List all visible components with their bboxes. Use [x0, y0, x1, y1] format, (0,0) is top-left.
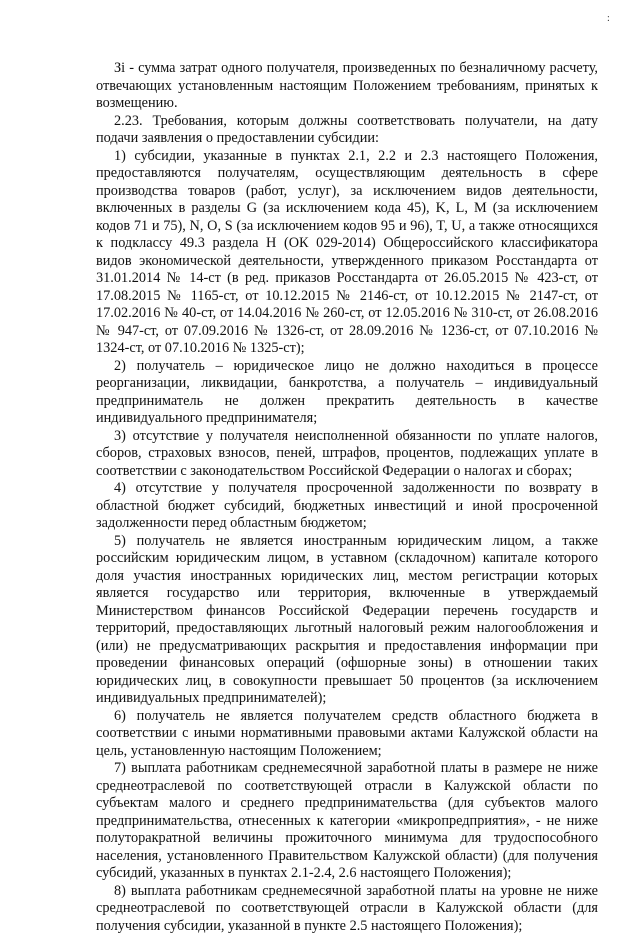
paragraph-item-5: 5) получатель не является иностранным юридическим лицом, а также российским юридическим лицом, в уставном (складочном) капитале которого доля участия иностранных юридических лиц, местом регистрации которых является государство или территория, включенные в утверждаемый Министерством финансов Российской Федерации перечень государств и территорий, предоставляющих льготный налоговый режим налогообложения и (или) не предусматривающих раскрытия и предоставления информации при проведении финансовых операций (офшорные зоны) в отношении таких юридических лиц, в совокупности превышает 50 процентов (за исключением индивидуальных предпринимателей); — [96, 533, 598, 708]
paragraph-zi-definition: Зi - сумма затрат одного получателя, произведенных по безналичному расчету, отвечающих установленным настоящим Положением требованиям, принятых к возмещению. — [96, 60, 598, 113]
document-page — [96, 60, 598, 935]
paragraph-item-7: 7) выплата работникам среднемесячной заработной платы в размере не ниже среднеотраслевой по соответствующей отрасли в Калужской области по субъектам малого и среднего предпринимательства (для субъектов малого предпринимательства, отнесенных к категории «микропредприятия», - не ниже полуторакратной величины прожиточного минимума для трудоспособного населения, установленного Правительством Калужской области) (для получения субсидий, указанных в пунктах 2.1-2.4, 2.6 настоящего Положения); — [96, 760, 598, 883]
paragraph-item-2: 2) получатель – юридическое лицо не должно находиться в процессе реорганизации, ликвидации, банкротства, а получатель – индивидуальный предприниматель не должен прекратить деятельность в качестве индивидуального предпринимателя; — [96, 358, 598, 428]
paragraph-item-8: 8) выплата работникам среднемесячной заработной платы на уровне не ниже среднеотраслевой по соответствующей отрасли в Калужской области (для получения субсидии, указанной в пункте 2.5 настоящего Положения); — [96, 883, 598, 935]
paragraph-2-23-heading: 2.23. Требования, которым должны соответствовать получатели, на дату подачи заявления о предоставлении субсидии: — [96, 113, 598, 148]
paragraph-item-6: 6) получатель не является получателем средств областного бюджета в соответствии с иными нормативными правовыми актами Калужской области на цель, установленную настоящим Положением; — [96, 708, 598, 761]
corner-mark: : — [607, 10, 610, 28]
paragraph-item-1: 1) субсидии, указанные в пунктах 2.1, 2.2 и 2.3 настоящего Положения, предоставляются получателям, осуществляющим деятельность в сфере производства товаров (работ, услуг), за исключением видов деятельности, включенных в разделы G (за исключением кода 45), K, L, M (за исключением кодов 71 и 75), N, O, S (за исключением кодов 95 и 96), T, U, а также относящихся к подклассу 49.3 раздела H (ОК 029-2014) Общероссийского классификатора видов экономической деятельности, утвержденного приказом Росстандарта от 31.01.2014 № 14-ст (в ред. приказов Росстандарта от 26.05.2015 № 423-ст, от 17.08.2015 № 1165-ст, от 10.12.2015 № 2146-ст, от 10.12.2015 № 2147-ст, от 17.02.2016 № 40-ст, от 14.04.2016 № 260-ст, от 12.05.2016 № 310-ст, от 26.08.2016 № 947-ст, от 07.09.2016 № 1326-ст, от 28.09.2016 № 1236-ст, от 07.10.2016 № 1324-ст, от 07.10.2016 № 1325-ст); — [96, 148, 598, 358]
paragraph-item-3: 3) отсутствие у получателя неисполненной обязанности по уплате налогов, сборов, страховых взносов, пеней, штрафов, процентов, подлежащих уплате в соответствии с законодательством Российской Федерации о налогах и сборах; — [96, 428, 598, 481]
paragraph-item-4: 4) отсутствие у получателя просроченной задолженности по возврату в областной бюджет субсидий, бюджетных инвестиций и иной просроченной задолженности перед областным бюджетом; — [96, 480, 598, 533]
